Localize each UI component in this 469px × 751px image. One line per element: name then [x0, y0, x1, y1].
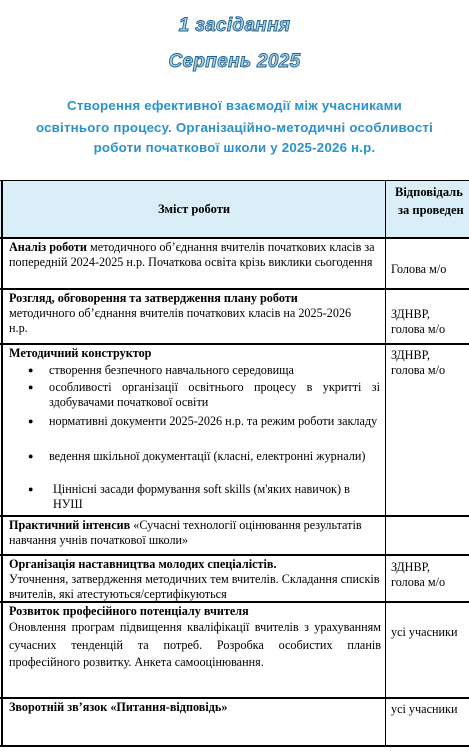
- bullet-item: ● ведення шкільної документації (класні, електронні журнали): [28, 449, 366, 463]
- row-1-responsible: Голова м/о: [391, 262, 447, 276]
- bullet-item: ● Ціннісні засади формування soft skills (м'яких навичок) в НУШ: [28, 482, 350, 511]
- work-plan-table: [0, 180, 469, 747]
- meeting-number: 1 засідання: [178, 15, 291, 36]
- column-header-responsible-2: за проведен: [398, 203, 464, 217]
- row-6-responsible: усі учасники: [391, 625, 458, 639]
- bullet-item: ● створення безпечного навчального середовища: [28, 363, 294, 377]
- topic-line-1: Створення ефективної взаємодії між учасниками: [67, 98, 402, 113]
- topic-line-2: освітнього процесу. Організаційно-методичні особливості: [35, 120, 434, 135]
- meeting-month: Серпень 2025: [168, 51, 301, 72]
- row-7-responsible: усі учасники: [391, 702, 458, 716]
- row-7-content: Зворотній зв’язок «Питання-відповідь»: [9, 700, 228, 714]
- column-header-content: Зміст роботи: [157, 202, 231, 216]
- row-4-content: Практичний інтенсив «Сучасні технології оцінювання результатів навчання учнів початкової школи»: [9, 518, 362, 547]
- bullet-icon: ●: [28, 484, 34, 494]
- column-header-responsible-1: Відповідаль: [395, 185, 463, 199]
- row-5-responsible: ЗДНВР, голова м/о: [391, 560, 446, 589]
- row-1-content: Аналіз роботи методичного об’єднання вчителів початкових класів за попередній 2024-2025 н.р. Початкова освіта крізь виклики сьогодення: [9, 240, 375, 269]
- row-2-content: Розгляд, обговорення та затвердження плану роботи методичного об’єднання вчителів початкових класів на 2025-2026 н.р.: [9, 291, 352, 335]
- row-3-title: Методичний конструктор: [9, 346, 152, 360]
- row-5-content: Організація наставництва молодих спеціалістів. Уточнення, затвердження методичних тем вчителів. Складання списків вчителів, які атестуються/сертифікуються: [9, 557, 380, 601]
- bullet-icon: ●: [28, 416, 34, 426]
- bullet-icon: ●: [28, 382, 34, 392]
- topic-line-3: роботи початкової школи у 2025-2026 н.р.: [93, 140, 376, 155]
- row-2-responsible: ЗДНВР, голова м/о: [391, 307, 446, 336]
- bullet-item: ● нормативні документи 2025-2026 н.р. та режим роботи закладу: [28, 414, 378, 428]
- bullet-icon: ●: [28, 365, 34, 375]
- bullet-item: ● особливості організації освітнього процесу в укритті зі здобувачами початкової освіти: [28, 380, 380, 409]
- row-3-responsible: ЗДНВР, голова м/о: [391, 348, 446, 377]
- row-6-content: Розвиток професійного потенціалу вчителя Оновлення програм підвищення кваліфікації вчителів з урахуванням сучасних тенденцій та потреб. Розробка особистих планів професійного розвитку. Анкета самооцінювання.: [9, 604, 381, 669]
- bullet-icon: ●: [28, 451, 34, 461]
